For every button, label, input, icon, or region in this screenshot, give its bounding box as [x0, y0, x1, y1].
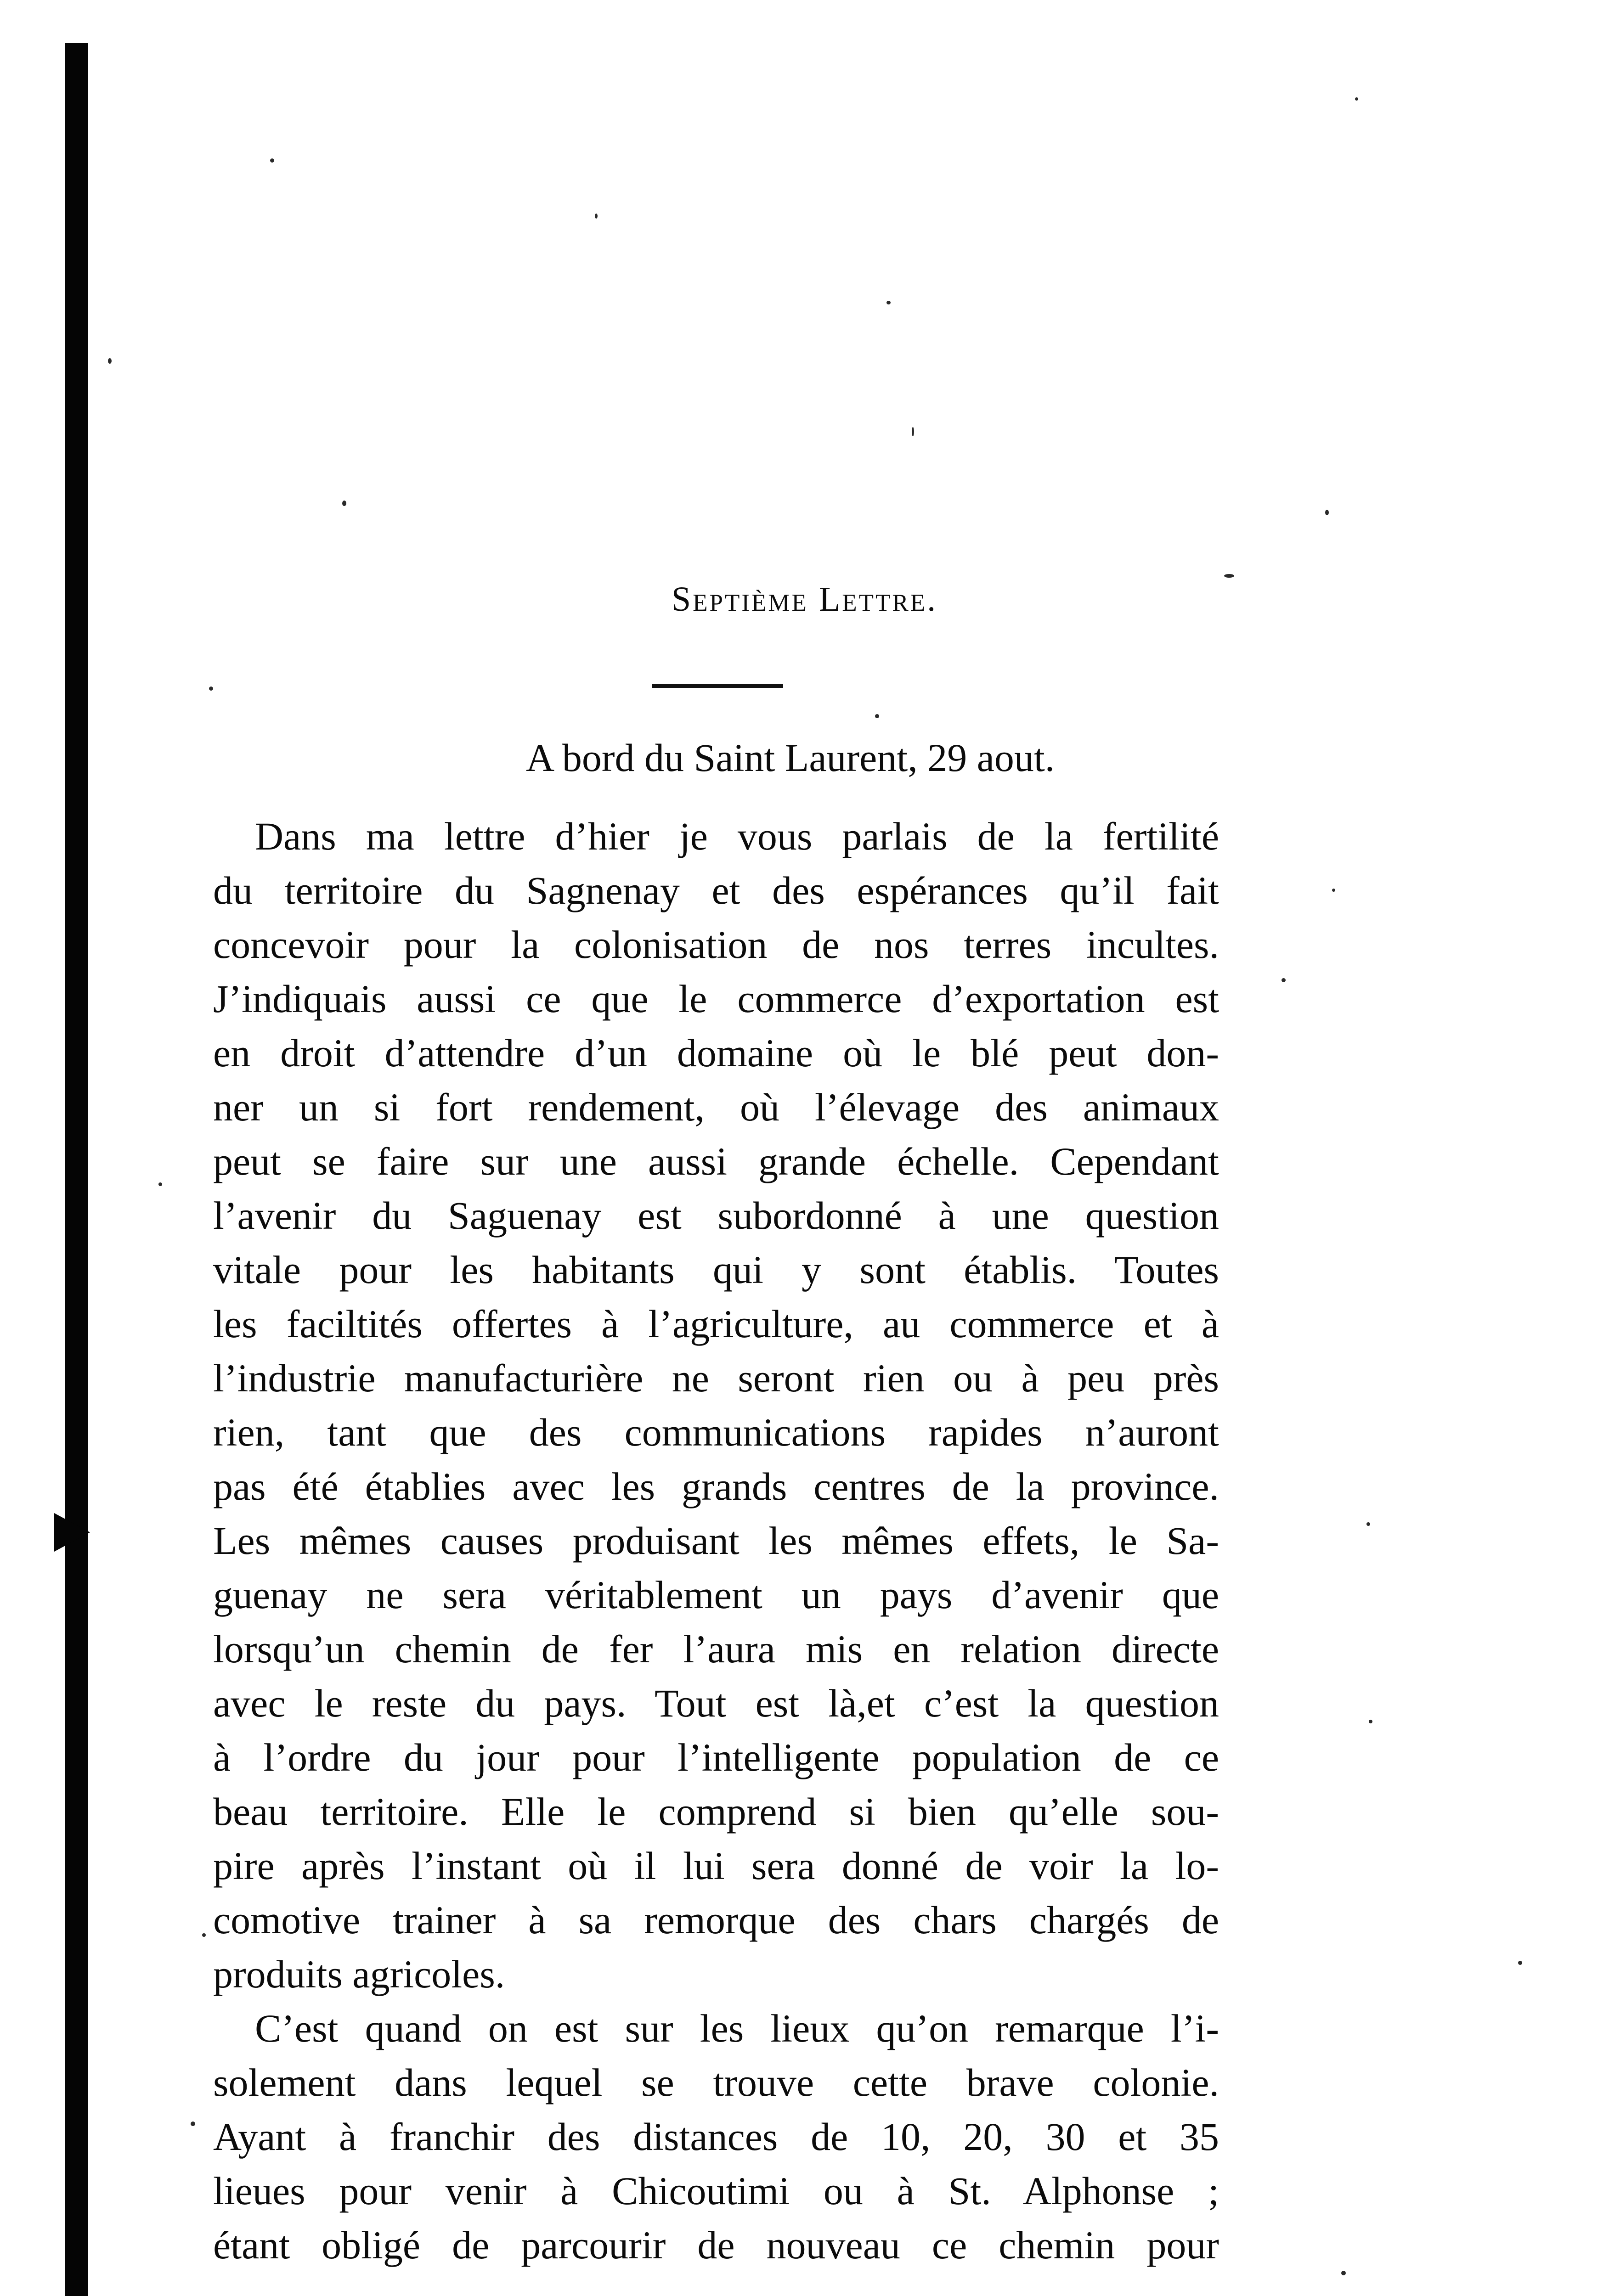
scan-speck: [886, 301, 891, 304]
scan-speck: [1369, 1720, 1372, 1723]
binding-edge-shadow: [65, 43, 88, 2296]
scan-speck: [875, 714, 879, 718]
binding-notch-mark: [54, 1513, 90, 1552]
scan-speck: [1325, 510, 1329, 515]
scan-speck: [202, 1933, 206, 1937]
text-line: ner un si fort rendement, où l’élevage des animaux: [213, 1085, 1219, 1129]
scan-speck: [209, 687, 213, 691]
text-line: comotive trainer à sa remorque des chars chargés de: [213, 1898, 1219, 1942]
scan-speck: [1518, 1961, 1522, 1965]
scan-speck: [1355, 97, 1358, 101]
scan-speck: [595, 214, 598, 219]
text-line: étant obligé de parcourir de nouveau ce chemin pour: [213, 2223, 1219, 2267]
text-line: à l’ordre du jour pour l’intelligente population de ce: [213, 1735, 1219, 1779]
text-line: avec le reste du pays. Tout est là,et c’est la question: [213, 1681, 1219, 1725]
letter-dateline: A bord du Saint Laurent, 29 aout.: [526, 736, 1055, 780]
text-line: guenay ne sera véritablement un pays d’avenir que: [213, 1573, 1219, 1617]
text-line: du territoire du Sagnenay et des espérances qu’il fait: [213, 868, 1219, 912]
text-line: vitale pour les habitants qui y sont établis. Toutes: [213, 1248, 1219, 1292]
scan-speck: [342, 501, 346, 506]
text-line: pire après l’instant où il lui sera donné de voir la lo-: [213, 1844, 1219, 1888]
scan-speck: [270, 158, 274, 163]
scan-speck: [1366, 1522, 1370, 1526]
letter-heading: Septième Lettre.: [671, 580, 938, 619]
text-line: les faciltités offertes à l’agriculture, au commerce et à: [213, 1302, 1219, 1346]
scan-speck: [1282, 978, 1286, 982]
scan-speck: [158, 1182, 162, 1186]
text-line: Les mêmes causes produisant les mêmes effets, le Sa-: [213, 1519, 1219, 1563]
text-line: solement dans lequel se trouve cette brave colonie.: [213, 2060, 1219, 2105]
text-line: concevoir pour la colonisation de nos terres incultes.: [213, 923, 1219, 967]
text-line: l’industrie manufacturière ne seront rien ou à peu près: [213, 1356, 1219, 1400]
text-line: pas été établies avec les grands centres de la province.: [213, 1464, 1219, 1508]
text-line: Dans ma lettre d’hier je vous parlais de la fertilité: [255, 814, 1219, 858]
text-line: rien, tant que des communications rapides n’auront: [213, 1410, 1219, 1454]
text-line: lieues pour venir à Chicoutimi ou à St. Alphonse ;: [213, 2169, 1219, 2213]
text-line: peut se faire sur une aussi grande échelle. Cependant: [213, 1139, 1219, 1183]
scan-speck: [191, 2122, 195, 2126]
text-line: J’indiquais aussi ce que le commerce d’exportation est: [213, 977, 1219, 1021]
scan-speck: [1341, 2271, 1346, 2275]
heading-rule: [652, 684, 783, 688]
text-line: lorsqu’un chemin de fer l’aura mis en relation directe: [213, 1627, 1219, 1671]
scan-speck: [108, 358, 112, 364]
text-line: en droit d’attendre d’un domaine où le blé peut don-: [213, 1031, 1219, 1075]
scan-speck: [1332, 889, 1335, 892]
text-line: produits agricoles.: [213, 1952, 505, 1996]
scan-speck: [912, 427, 914, 436]
text-line: C’est quand on est sur les lieux qu’on remarque l’i-: [255, 2006, 1219, 2050]
text-line: beau territoire. Elle le comprend si bien qu’elle sou-: [213, 1790, 1219, 1834]
text-line: l’avenir du Saguenay est subordonné à une question: [213, 1193, 1219, 1238]
text-line: Ayant à franchir des distances de 10, 20, 30 et 35: [213, 2115, 1219, 2159]
